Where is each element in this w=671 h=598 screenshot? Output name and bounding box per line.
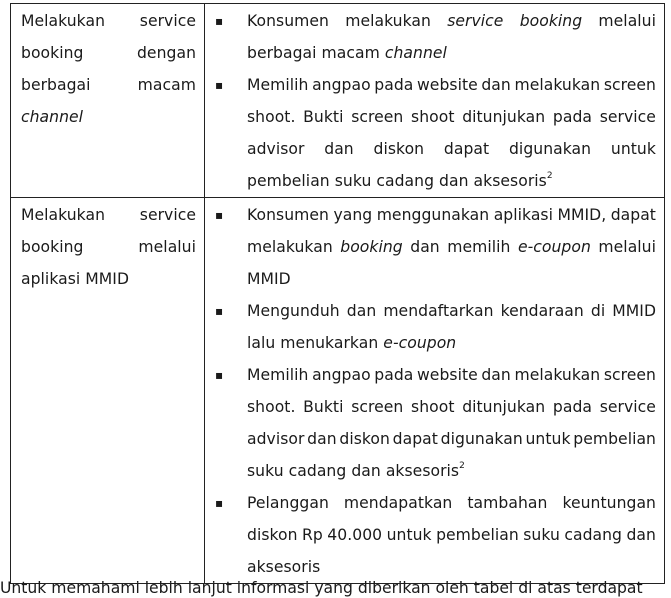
list-item [213, 295, 656, 359]
bullet-icon: ▪ [215, 208, 224, 222]
item-line: MMID [247, 270, 291, 288]
item-line: berbagai macam channel [247, 44, 447, 62]
item-line: Memilih angpao pada website dan melakukan screen [247, 366, 656, 384]
item-line: advisor dan diskon dapat digunakan untuk [247, 140, 656, 158]
item-line: lalu menukarkan e-coupon [247, 334, 457, 352]
bullet-icon: ▪ [215, 78, 224, 92]
service-booking-table [10, 3, 665, 584]
list-item [213, 359, 656, 487]
item-line: suku cadang dan aksesoris$^2$ [247, 460, 465, 480]
row-2-label-line-1: Melakukan service [21, 206, 196, 224]
item-line: shoot. Bukti screen shoot ditunjukan pada service [247, 398, 656, 416]
item-line: Memilih angpao pada website dan melakukan screen [247, 76, 656, 94]
footnote-ref: 2 [546, 170, 553, 181]
item-line: Pelanggan mendapatkan tambahan keuntungan [247, 494, 656, 512]
list-item [213, 69, 656, 197]
item-line: Konsumen yang menggunakan aplikasi MMID, dapat [247, 206, 656, 224]
list-item [213, 487, 656, 583]
table-row [11, 198, 665, 584]
row-1-label-line-4: channel [21, 108, 84, 126]
row-2-label-cell [11, 198, 205, 584]
row-1-description-cell [205, 4, 665, 198]
item-line: Konsumen melakukan service booking melalui [247, 12, 656, 30]
row-1-label-line-2: booking dengan [21, 44, 196, 62]
item-line: aksesoris [247, 558, 321, 576]
row-2-label-line-3: aplikasi MMID [21, 270, 130, 288]
list-item [213, 199, 656, 295]
row-1-label-cell [11, 4, 205, 198]
bullet-icon: ▪ [215, 496, 224, 510]
list-item [213, 5, 656, 69]
item-line: pembelian suku cadang dan aksesoris$^2$ [247, 170, 553, 190]
item-line: advisor dan diskon dapat digunakan untuk pembelian [247, 430, 656, 448]
item-line: shoot. Bukti screen shoot ditunjukan pada service [247, 108, 656, 126]
bullet-icon: ▪ [215, 368, 224, 382]
row-2-description-cell [205, 198, 665, 584]
row-1-label-line-1: Melakukan service [21, 12, 196, 30]
bullet-icon: ▪ [215, 14, 224, 28]
row-1-label-line-3: berbagai macam [21, 76, 196, 94]
item-line: melakukan booking dan memilih e-coupon melalui [247, 238, 656, 256]
footer-text: Untuk memahami lebih lanjut informasi yang diberikan oleh tabel di atas terdapat [0, 579, 643, 597]
bullet-icon: ▪ [215, 304, 224, 318]
item-line: diskon Rp 40.000 untuk pembelian suku cadang dan [247, 526, 656, 544]
table-row [11, 4, 665, 198]
row-2-label-line-2: booking melalui [21, 238, 196, 256]
footnote-ref: 2 [459, 460, 465, 471]
item-line: Mengunduh dan mendaftarkan kendaraan di MMID [247, 302, 656, 320]
